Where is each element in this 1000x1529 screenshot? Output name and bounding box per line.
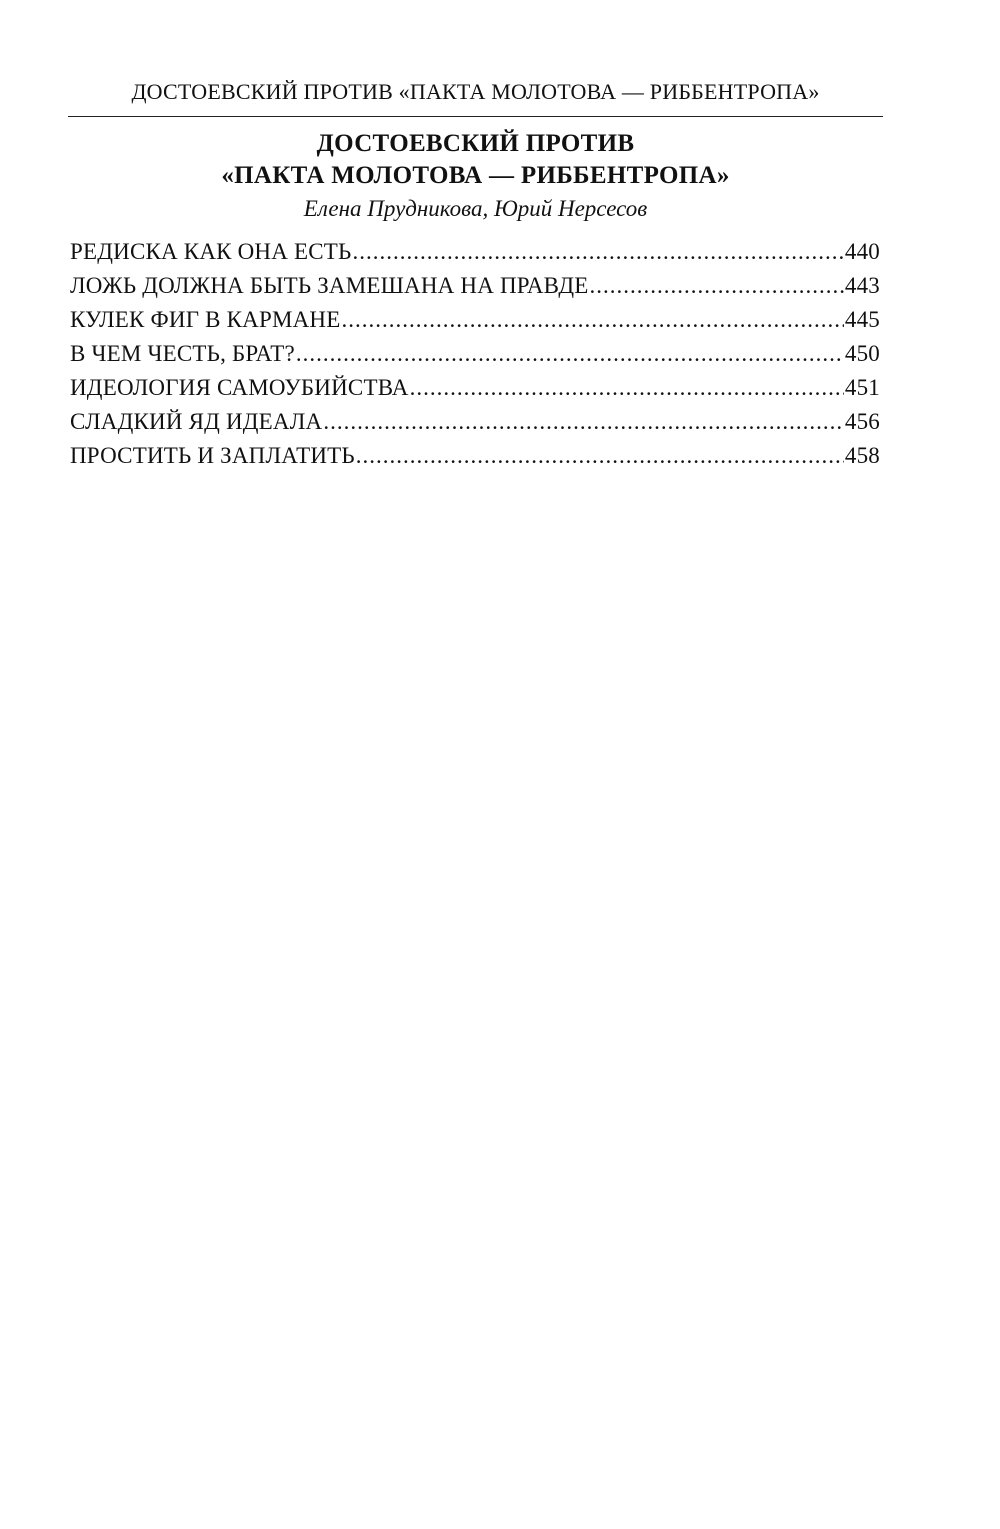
toc-entry-page: 456 xyxy=(844,409,880,434)
toc-entry-title: РЕДИСКА КАК ОНА ЕСТЬ xyxy=(70,239,352,264)
section-authors: Елена Прудникова, Юрий Нерсесов xyxy=(303,196,648,221)
toc-dot-leader xyxy=(342,303,844,337)
toc-entry-page: 440 xyxy=(844,239,880,264)
table-of-contents xyxy=(70,235,880,473)
toc-entry-title: КУЛЕК ФИГ В КАРМАНЕ xyxy=(70,307,341,332)
toc-dot-leader xyxy=(410,371,844,405)
toc-entry[interactable] xyxy=(70,303,880,337)
toc-entry-title: СЛАДКИЙ ЯД ИДЕАЛА xyxy=(70,409,323,434)
toc-entry-title: ПРОСТИТЬ И ЗАПЛАТИТЬ xyxy=(70,443,355,468)
toc-entry-page: 458 xyxy=(844,443,880,468)
toc-dot-leader xyxy=(352,235,843,269)
toc-dot-leader xyxy=(296,337,844,371)
toc-entry-page: 451 xyxy=(844,375,880,400)
toc-entry[interactable] xyxy=(70,235,880,269)
toc-dot-leader xyxy=(323,405,844,439)
section-title-line-1: ДОСТОЕВСКИЙ ПРОТИВ xyxy=(316,130,635,157)
toc-entry-page: 443 xyxy=(844,273,880,298)
section-title-line-2: «ПАКТА МОЛОТОВА — РИББЕНТРОПА» xyxy=(221,162,730,189)
toc-entry[interactable] xyxy=(70,405,880,439)
toc-dot-leader xyxy=(589,269,843,303)
toc-entry-title: ИДЕОЛОГИЯ САМОУБИЙСТВА xyxy=(70,375,409,400)
header-rule xyxy=(68,116,883,117)
toc-entry-page: 450 xyxy=(844,341,880,366)
toc-dot-leader xyxy=(356,439,844,473)
toc-entry-title: ЛОЖЬ ДОЛЖНА БЫТЬ ЗАМЕШАНА НА ПРАВДЕ xyxy=(70,273,589,298)
section-title xyxy=(68,128,883,192)
toc-entry[interactable] xyxy=(70,371,880,405)
toc-entry-page: 445 xyxy=(844,307,880,332)
toc-entry[interactable] xyxy=(70,269,880,303)
toc-entry-title: В ЧЕМ ЧЕСТЬ, БРАТ? xyxy=(70,341,295,366)
toc-entry[interactable] xyxy=(70,337,880,371)
running-head: ДОСТОЕВСКИЙ ПРОТИВ «ПАКТА МОЛОТОВА — РИББЕНТРОПА» xyxy=(131,79,820,104)
toc-entry[interactable] xyxy=(70,439,880,473)
